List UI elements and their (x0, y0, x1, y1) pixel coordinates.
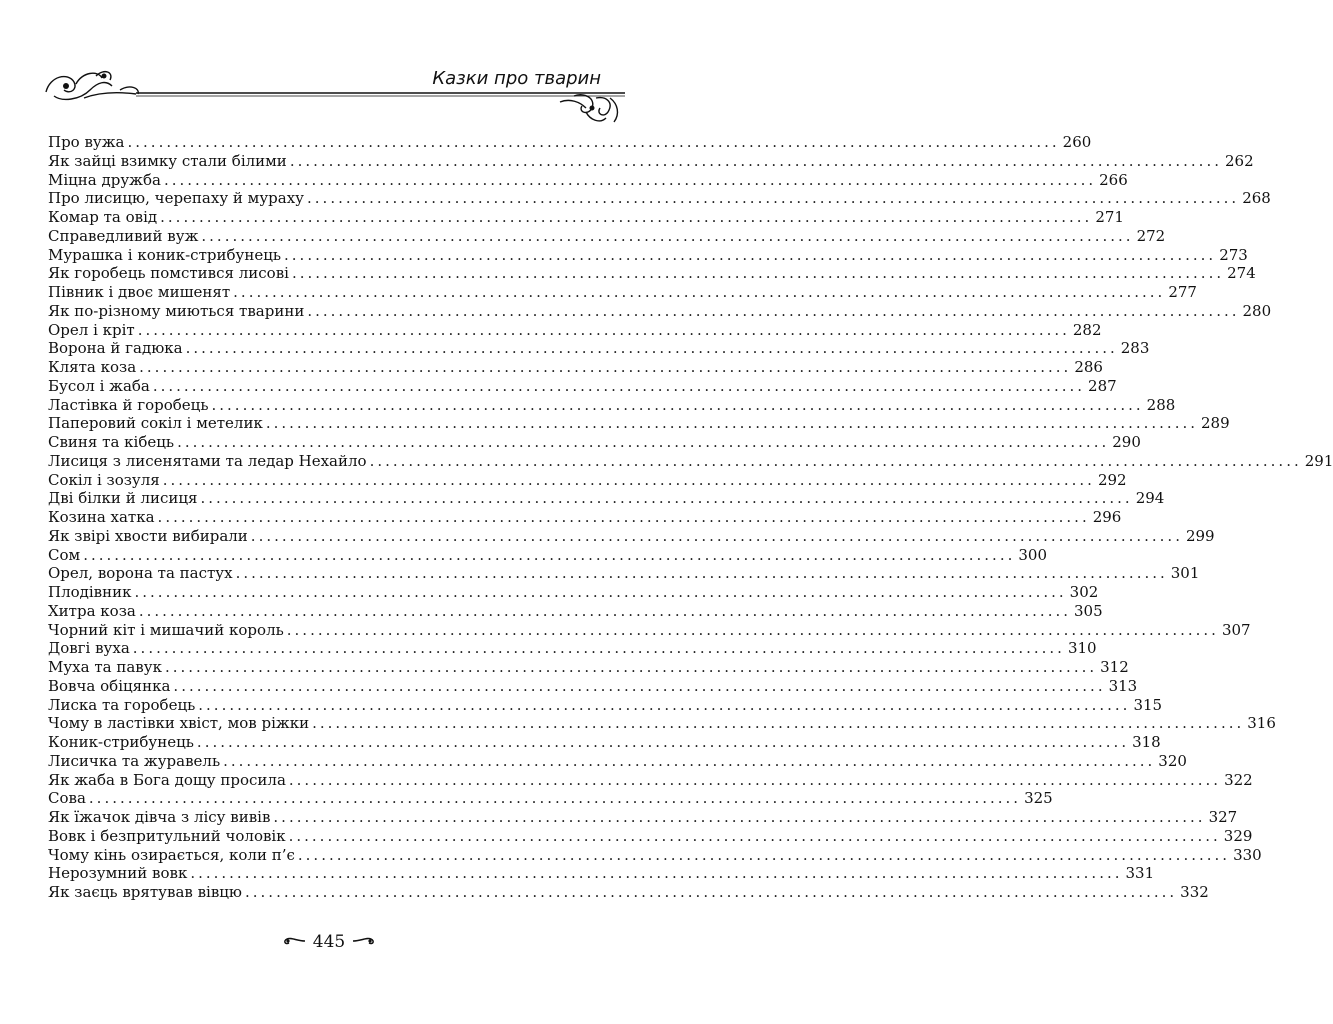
toc-entry-title: Комар та овід (48, 208, 158, 226)
swirl-left-icon (281, 932, 307, 952)
table-of-contents (48, 133, 1333, 902)
toc-entry-title: Як зайці взимку стали білими (48, 151, 287, 170)
toc-entry-title: Нерозумний вовк (48, 864, 188, 883)
toc-leader-dots: ........................................................................................................................ (265, 414, 1198, 433)
toc-leader-dots: ........................................................................................................................ (286, 620, 1219, 639)
toc-entry-page: 300 (1018, 545, 1047, 564)
toc-leader-dots: ........................................................................................................................ (369, 451, 1302, 470)
toc-entry (48, 489, 1165, 508)
toc-entry-page: 268 (1242, 189, 1271, 208)
toc-entry-page: 331 (1125, 864, 1155, 883)
toc-entry (48, 545, 1047, 565)
toc-entry (48, 508, 1122, 527)
toc-entry-page: 332 (1180, 883, 1209, 901)
toc-leader-dots: ........................................................................................................................ (312, 714, 1245, 733)
toc-entry (48, 395, 1176, 415)
toc-entry (48, 189, 1271, 208)
toc-entry (48, 845, 1262, 865)
toc-entry-page: 302 (1069, 583, 1099, 601)
toc-entry-title: Мурашка і коник-стрибунець (48, 245, 282, 264)
toc-entry-page: 283 (1120, 339, 1150, 358)
toc-leader-dots: ........................................................................................................................ (289, 151, 1222, 170)
toc-entry-title: Чорний кіт і мишачий король (48, 620, 284, 639)
toc-entry-title: Паперовий сокіл і метелик (48, 414, 263, 433)
toc-entry-title: Міцна дружба (48, 170, 161, 189)
toc-entry (48, 245, 1248, 265)
toc-entry (48, 714, 1276, 733)
toc-entry-title: Плодівник (48, 583, 132, 601)
toc-entry-title: Як заєць врятував вівцю (48, 883, 242, 901)
toc-entry-page: 286 (1074, 358, 1103, 376)
toc-entry (48, 658, 1129, 677)
toc-leader-dots: ........................................................................................................................ (201, 226, 1134, 245)
toc-leader-dots: ........................................................................................................................ (284, 245, 1217, 264)
toc-leader-dots: ........................................................................................................................ (211, 395, 1144, 414)
toc-leader-dots: ........................................................................................................................ (196, 733, 1130, 751)
toc-entry-title: Як жаба в Бога дощу просила (48, 770, 286, 789)
toc-entry-title: Як горобець помстився лисові (48, 264, 289, 283)
toc-leader-dots: ........................................................................................................................ (83, 545, 1016, 564)
toc-entry-page: 296 (1092, 508, 1122, 526)
toc-entry-title: Сом (48, 545, 81, 564)
toc-leader-dots: ........................................................................................................................ (200, 489, 1133, 508)
toc-leader-dots: ........................................................................................................................ (273, 808, 1206, 826)
toc-entry-title: Козина хатка (48, 508, 155, 526)
toc-entry (48, 639, 1097, 658)
toc-entry-title: Чому в ластівки хвіст, мов ріжки (48, 714, 310, 733)
toc-leader-dots: ........................................................................................................................ (132, 639, 1065, 658)
toc-entry-title: Про лисицю, черепаху й мураху (48, 189, 305, 208)
toc-leader-dots: ........................................................................................................................ (297, 845, 1231, 864)
toc-entry (48, 451, 1333, 471)
page-number: 445 (312, 932, 346, 952)
toc-entry-page: 318 (1132, 733, 1161, 751)
toc-entry-page: 330 (1233, 845, 1262, 864)
toc-entry-title: Коник-стрибунець (48, 733, 194, 751)
toc-leader-dots: ........................................................................................................................ (198, 695, 1131, 714)
toc-leader-dots: ........................................................................................................................ (134, 583, 1067, 601)
toc-entry-title: Дві білки й лисиця (48, 489, 198, 508)
toc-entry-page: 305 (1074, 601, 1103, 620)
toc-entry (48, 264, 1256, 283)
toc-entry-title: Лисиця з лисенятами та ледар Нехайло (48, 451, 367, 470)
toc-leader-dots: ........................................................................................................................ (173, 676, 1106, 695)
toc-entry-title: Вовк і безпритульний чоловік (48, 826, 286, 845)
toc-entry (48, 283, 1197, 302)
toc-entry-title: Муха та павук (48, 658, 162, 676)
toc-entry-title: Сова (48, 789, 86, 808)
toc-entry (48, 320, 1102, 340)
toc-leader-dots: ........................................................................................................................ (177, 433, 1110, 451)
toc-leader-dots: ........................................................................................................................ (185, 339, 1118, 358)
toc-leader-dots: ........................................................................................................................ (160, 208, 1093, 226)
toc-entry (48, 826, 1253, 846)
toc-entry-page: 272 (1136, 226, 1166, 245)
toc-leader-dots: ........................................................................................................................ (163, 170, 1097, 189)
toc-entry-title: Справедливий вуж (48, 226, 199, 245)
toc-entry-title: Чому кінь озирається, коли п’є (48, 845, 295, 864)
toc-entry-page: 312 (1100, 658, 1129, 676)
toc-leader-dots: ........................................................................................................................ (307, 189, 1240, 208)
toc-entry-page: 287 (1088, 376, 1117, 395)
toc-entry (48, 170, 1128, 190)
toc-entry (48, 620, 1251, 640)
toc-entry (48, 883, 1209, 902)
toc-leader-dots: ........................................................................................................................ (138, 601, 1071, 620)
toc-entry-page: 291 (1304, 451, 1333, 470)
toc-entry-title: Хитра коза (48, 601, 136, 620)
toc-entry (48, 301, 1272, 321)
toc-entry-title: Орел і кріт (48, 320, 135, 339)
toc-entry-page: 294 (1135, 489, 1165, 508)
toc-entry (48, 808, 1238, 827)
toc-entry-page: 307 (1221, 620, 1251, 639)
toc-leader-dots: ........................................................................................................................ (233, 283, 1166, 301)
toc-entry-page: 277 (1168, 283, 1197, 301)
toc-entry (48, 770, 1253, 790)
toc-leader-dots: ........................................................................................................................ (291, 264, 1225, 283)
toc-entry-page: 262 (1224, 151, 1254, 170)
toc-leader-dots: ........................................................................................................................ (139, 358, 1072, 376)
toc-entry-page: 273 (1219, 245, 1248, 264)
toc-entry (48, 695, 1163, 715)
toc-entry-page: 271 (1095, 208, 1124, 226)
toc-entry-page: 292 (1097, 470, 1127, 489)
toc-entry (48, 133, 1092, 152)
toc-entry-page: 313 (1108, 676, 1138, 695)
toc-entry-title: Клята коза (48, 358, 137, 376)
toc-entry (48, 151, 1254, 171)
toc-entry-page: 280 (1242, 301, 1272, 320)
toc-entry-page: 310 (1067, 639, 1097, 658)
toc-entry-title: Як по-різному миються тварини (48, 301, 305, 320)
toc-leader-dots: ........................................................................................................................ (223, 751, 1156, 770)
header-title: Казки про тварин (432, 68, 601, 89)
toc-entry (48, 470, 1127, 490)
toc-leader-dots: ........................................................................................................................ (152, 376, 1086, 395)
toc-entry-title: Свиня та кібець (48, 433, 175, 451)
toc-leader-dots: ........................................................................................................................ (250, 526, 1183, 545)
toc-entry-title: Півник і двоє мишенят (48, 283, 231, 301)
toc-entry-title: Про вужа (48, 133, 125, 151)
toc-entry-page: 274 (1227, 264, 1256, 283)
toc-entry (48, 583, 1099, 602)
toc-entry-page: 289 (1201, 414, 1230, 433)
toc-entry (48, 376, 1117, 396)
toc-entry-page: 288 (1146, 395, 1176, 414)
toc-entry (48, 339, 1150, 358)
toc-entry-title: Орел, ворона та пастух (48, 564, 233, 583)
toc-leader-dots: ........................................................................................................................ (288, 770, 1222, 789)
toc-entry-title: Ворона й гадюка (48, 339, 183, 358)
toc-entry-page: 266 (1099, 170, 1128, 189)
toc-entry-page: 316 (1247, 714, 1276, 733)
toc-entry (48, 414, 1230, 433)
toc-leader-dots: ........................................................................................................................ (307, 301, 1240, 320)
toc-entry-title: Лисичка та журавель (48, 751, 221, 770)
toc-leader-dots: ........................................................................................................................ (288, 826, 1221, 845)
toc-entry-page: 329 (1223, 826, 1253, 845)
toc-entry (48, 433, 1141, 452)
toc-leader-dots: ........................................................................................................................ (88, 789, 1022, 808)
toc-entry (48, 601, 1103, 621)
toc-leader-dots: ........................................................................................................................ (137, 320, 1070, 339)
toc-entry-title: Ластівка й горобець (48, 395, 209, 414)
toc-entry-page: 327 (1208, 808, 1238, 826)
toc-leader-dots: ........................................................................................................................ (157, 508, 1090, 526)
toc-entry-page: 282 (1072, 320, 1102, 339)
toc-leader-dots: ........................................................................................................................ (190, 864, 1123, 883)
toc-entry (48, 864, 1155, 883)
toc-entry-page: 320 (1158, 751, 1187, 770)
toc-entry-page: 299 (1185, 526, 1215, 545)
toc-entry-page: 315 (1133, 695, 1163, 714)
toc-entry (48, 733, 1161, 752)
toc-entry (48, 208, 1124, 227)
toc-entry (48, 564, 1200, 583)
toc-entry (48, 751, 1187, 771)
toc-entry (48, 789, 1053, 808)
toc-leader-dots: ........................................................................................................................ (164, 658, 1098, 676)
toc-entry-title: Вовча обіцянка (48, 676, 171, 695)
page-footer (0, 932, 658, 952)
toc-entry-title: Бусол і жаба (48, 376, 150, 395)
toc-leader-dots: ........................................................................................................................ (245, 883, 1178, 901)
toc-entry (48, 226, 1166, 246)
toc-entry-page: 290 (1112, 433, 1141, 451)
toc-entry-page: 322 (1224, 770, 1253, 789)
toc-entry-title: Довгі вуха (48, 639, 130, 658)
swirl-right-icon (351, 932, 377, 952)
toc-entry-page: 325 (1024, 789, 1053, 808)
running-header (40, 62, 625, 128)
toc-leader-dots: ........................................................................................................................ (235, 564, 1168, 583)
toc-entry (48, 358, 1103, 377)
toc-entry-title: Як їжачок дівча з лісу вивів (48, 808, 271, 826)
toc-leader-dots: ........................................................................................................................ (127, 133, 1060, 151)
toc-entry (48, 526, 1215, 546)
toc-entry (48, 676, 1138, 696)
toc-entry-page: 260 (1062, 133, 1092, 151)
toc-entry-title: Як звірі хвости вибирали (48, 526, 248, 545)
toc-entry-title: Сокіл і зозуля (48, 470, 160, 489)
toc-entry-title: Лиска та горобець (48, 695, 196, 714)
toc-leader-dots: ........................................................................................................................ (162, 470, 1095, 489)
toc-entry-page: 301 (1170, 564, 1200, 583)
